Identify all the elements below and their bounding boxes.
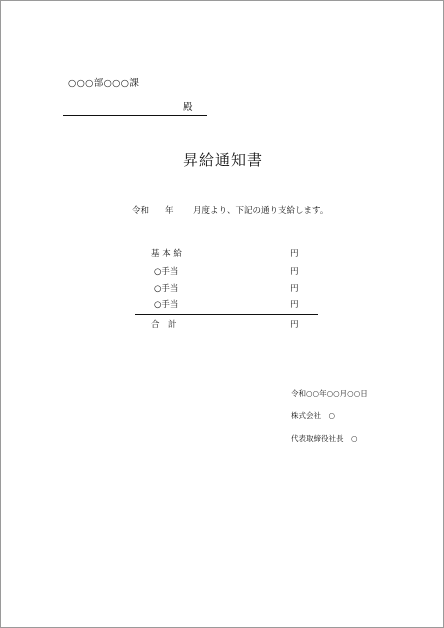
honorific: 殿 (183, 102, 193, 113)
total-unit: 円 (290, 320, 299, 330)
total-label: 合 計 (151, 320, 177, 330)
department-name: ○○○部○○○課 (68, 78, 140, 89)
item-label-allowance: ○手当 (154, 300, 179, 310)
intro-era: 令和 (132, 206, 150, 216)
issue-date: 令和○○年○○月○○日 (291, 389, 368, 398)
addressee-underline (63, 115, 207, 116)
document-title: 昇給通知書 (182, 151, 263, 169)
intro-text: 月度より、下記の通り支給します。 (193, 206, 329, 216)
item-unit: 円 (290, 300, 299, 310)
item-label-allowance: ○手当 (154, 267, 179, 277)
intro-year-suffix: 年 (165, 206, 174, 216)
item-unit: 円 (290, 284, 299, 294)
total-separator-line (135, 314, 318, 315)
item-unit: 円 (290, 267, 299, 277)
company-name: 株式会社 ○ (291, 411, 336, 420)
item-unit: 円 (290, 249, 299, 259)
item-label-base-salary: 基 本 給 (151, 249, 182, 259)
item-label-allowance: ○手当 (154, 284, 179, 294)
representative-name: 代表取締役社長 ○ (291, 434, 358, 443)
